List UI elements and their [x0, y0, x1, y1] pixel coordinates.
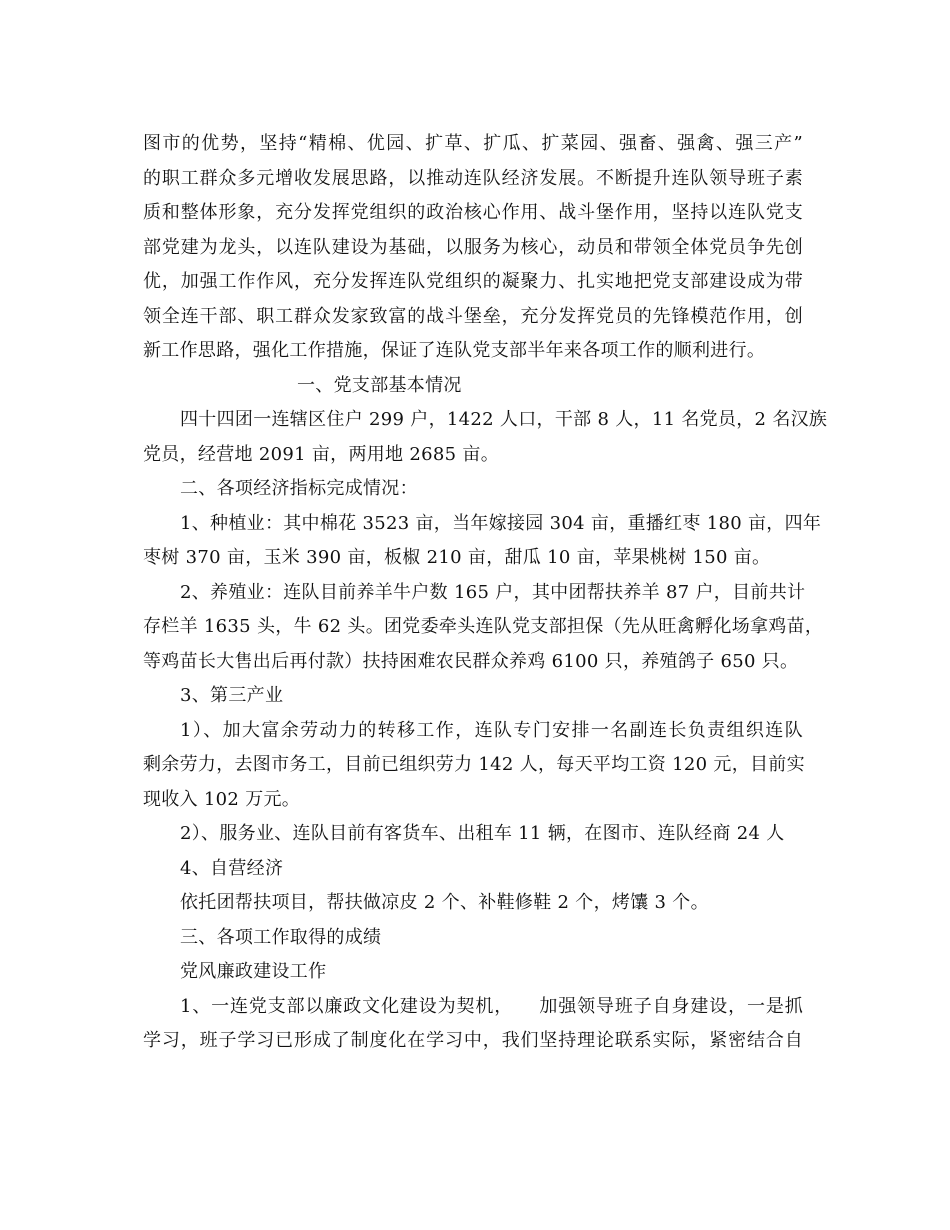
text-line: 部党建为龙头，以连队建设为基础，以服务为核心，动员和带领全体党员争先创: [143, 236, 803, 258]
paragraph-start: 依托团帮扶项目，帮扶做凉皮 2 个、补鞋修鞋 2 个，烤馕 3 个。: [180, 892, 709, 913]
paragraph-start: 1、一连党支部以廉政文化建设为契机， 加强领导班子自身建设，一是抓: [180, 995, 803, 1017]
section-heading: 三、各项工作取得的成绩: [180, 926, 382, 948]
text-line: 的职工群众多元增收发展思路，以推动连队经济发展。不断提升连队领导班子素: [143, 167, 803, 189]
section-heading: 一、党支部基本情况: [297, 374, 462, 396]
text-line: 领全连干部、职工群众发家致富的战斗堡垒，充分发挥党员的先锋模范作用，创: [143, 305, 803, 327]
section-heading: 3、第三产业: [180, 685, 284, 706]
text-line: 图市的优势，坚持“精棉、优园、扩草、扩瓜、扩菜园、强畜、强禽、强三产”: [143, 133, 803, 154]
text-line: 等鸡苗长大售出后再付款）扶持困难农民群众养鸡 6100 只，养殖鸽子 650 只。: [143, 650, 799, 672]
text-line: 新工作思路，强化工作措施，保证了连队党支部半年来各项工作的顺利进行。: [143, 340, 766, 361]
paragraph-start: 2）、服务业、连队目前有客货车、出租车 11 辆，在图市、连队经商 24 人: [180, 823, 785, 844]
document-body: [143, 127, 828, 1059]
section-heading: 党风廉政建设工作: [180, 961, 327, 982]
text-line: 剩余劳力，去图市务工，目前已组织劳力 142 人，每天平均工资 120 元，目前实: [143, 754, 805, 775]
paragraph-start: 四十四团一连辖区住户 299 户，1422 人口，干部 8 人，11 名党员，2 名汉族: [180, 409, 828, 430]
text-line: 现收入 102 万元。: [143, 788, 301, 810]
text-line: 枣树 370 亩，玉米 390 亩，板椒 210 亩，甜瓜 10 亩，苹果桃树 150 亩。: [143, 547, 771, 568]
text-line: 质和整体形象，充分发挥党组织的政治核心作用、战斗堡作用，坚持以连队党支: [143, 202, 803, 223]
section-heading: 二、各项经济指标完成情况：: [180, 478, 418, 499]
text-line: 存栏羊 1635 头，牛 62 头。团党委牵头连队党支部担保（先从旺禽孵化场拿鸡苗，: [143, 616, 824, 637]
paragraph-start: 2、养殖业：连队目前养羊牛户数 165 户，其中团帮扶养羊 87 户，目前共计: [180, 581, 806, 603]
text-line: 党员，经营地 2091 亩，两用地 2685 亩。: [143, 443, 500, 465]
paragraph-start: 1、种植业：其中棉花 3523 亩，当年嫁接园 304 亩，重播红枣 180 亩，四年: [180, 512, 822, 534]
section-heading: 4、自营经济: [180, 857, 284, 879]
paragraph-start: 1）、加大富余劳动力的转移工作，连队专门安排一名副连长负责组织连队: [180, 719, 803, 741]
text-line: 学习，班子学习已形成了制度化在学习中，我们坚持理论联系实际，紧密结合自: [143, 1030, 803, 1051]
text-line: 优，加强工作作风，充分发挥连队党组织的凝聚力、扎实地把党支部建设成为带: [143, 271, 803, 292]
